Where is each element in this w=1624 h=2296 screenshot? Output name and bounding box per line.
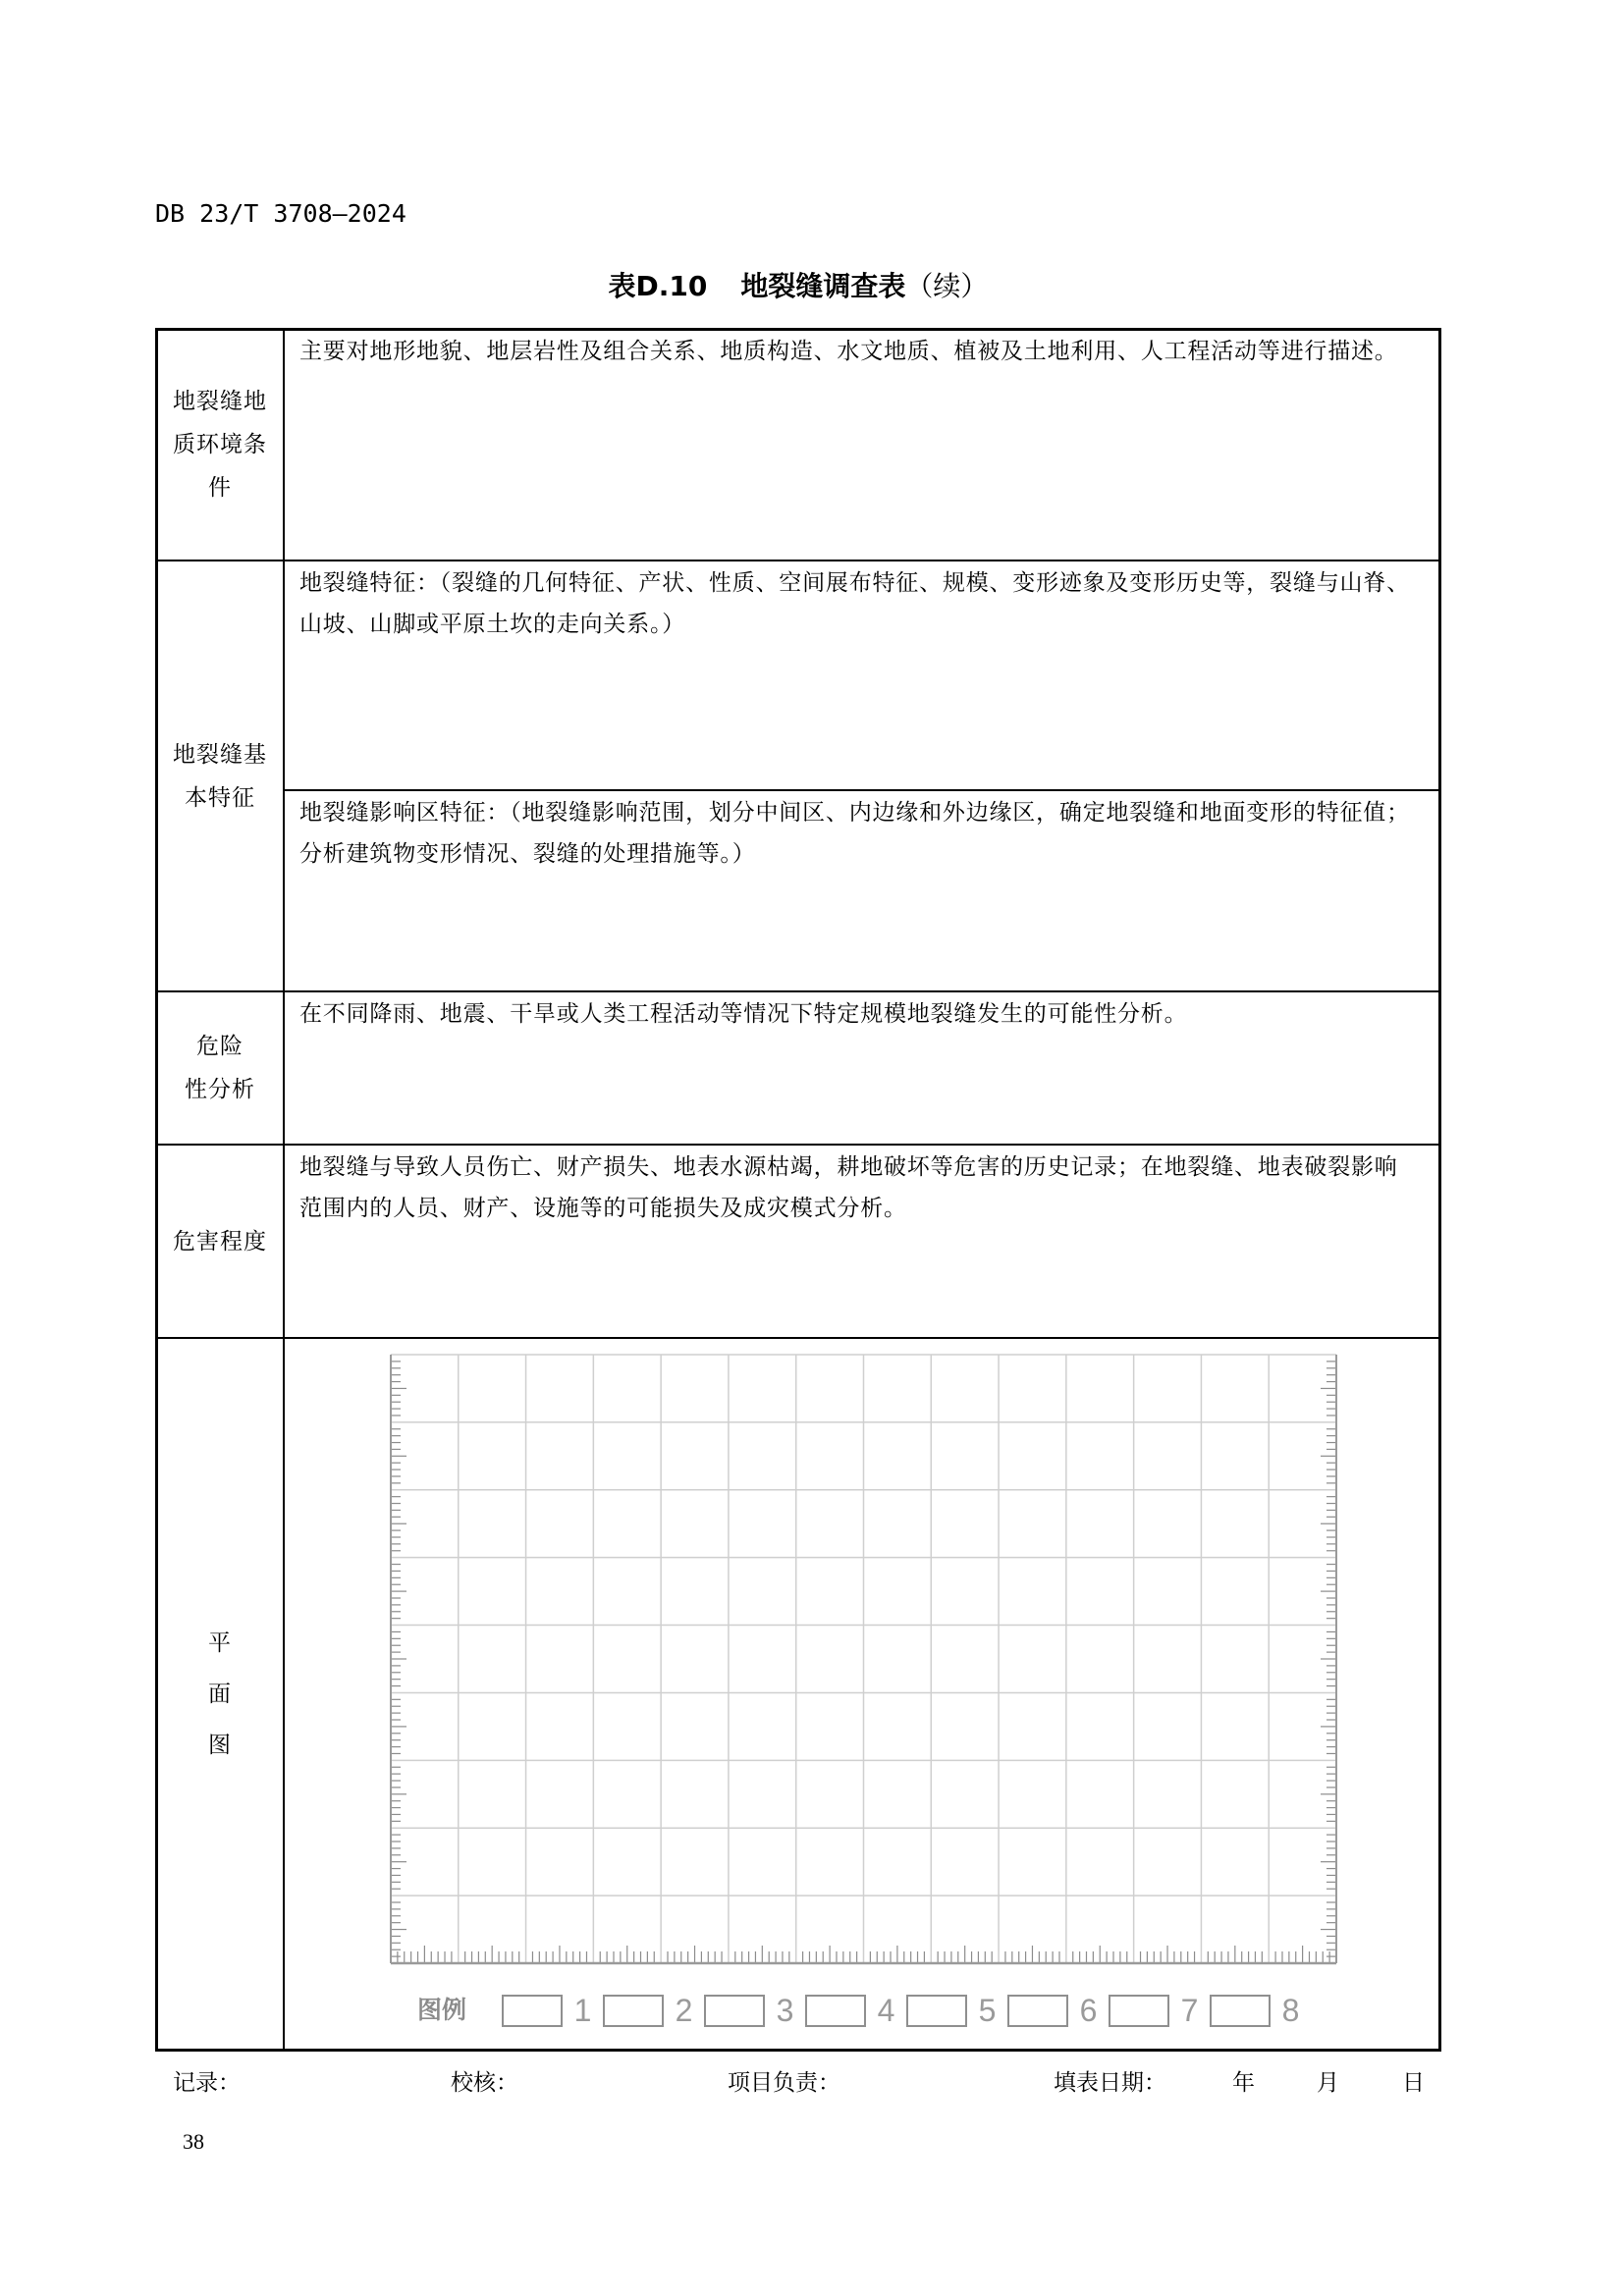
row-label-line: 性分析 <box>185 1077 255 1102</box>
label-cell-risk-analysis <box>155 990 285 1146</box>
label-cell-plan-view <box>155 1337 285 2052</box>
content-line: 地裂缝与导致人员伤亡、财产损失、地表水源枯竭，耕地破坏等危害的历史记录；在地裂缝、地表破裂影响 <box>299 1154 1398 1180</box>
legend-swatch-box <box>906 1995 967 2027</box>
content-cell-impact-zone <box>283 789 1441 992</box>
content-cell-geologic-environment <box>283 328 1441 561</box>
table-title <box>155 265 1441 304</box>
row-label-line: 面 <box>208 1682 232 1707</box>
row-label-line: 地裂缝基 <box>173 741 267 768</box>
legend-swatch-box <box>1007 1995 1068 2027</box>
legend-item <box>704 1993 805 2028</box>
legend-number: 8 <box>1281 1993 1300 2028</box>
content-line: 山坡、山脚或平原土坎的走向关系。） <box>299 612 686 637</box>
legend-label: 图例 <box>417 1996 467 2024</box>
row-label-line: 地裂缝地 <box>173 389 267 414</box>
footer-recorder-label: 记录： <box>173 2070 241 2096</box>
content-line: 范围内的人员、财产、设施等的可能损失及成灾模式分析。 <box>299 1196 907 1221</box>
plan-view-grid <box>391 1355 1336 1963</box>
legend-number: 6 <box>1079 1993 1098 2028</box>
content-line: 在不同降雨、地震、干旱或人类工程活动等情况下特定规模地裂缝发生的可能性分析。 <box>299 1001 1188 1027</box>
row-label <box>208 1618 232 1771</box>
footer-day-label: 日 <box>1402 2070 1425 2096</box>
legend-number: 3 <box>776 1993 794 2028</box>
row-label-line: 件 <box>208 475 232 501</box>
row-label-line: 危险 <box>196 1034 244 1059</box>
legend-number: 4 <box>877 1993 895 2028</box>
table-number: 表D.10 <box>608 270 708 302</box>
legend-item <box>805 1993 906 2028</box>
legend-swatch-box <box>502 1995 563 2027</box>
content-line: 分析建筑物变形情况、裂缝的处理措施等。） <box>299 841 756 867</box>
label-cell-geologic-environment <box>155 328 285 561</box>
legend-item <box>1007 1993 1109 2028</box>
row-label-line: 质环境条 <box>173 432 267 457</box>
standard-number: DB 23/T 3708—2024 <box>155 199 406 228</box>
legend-number: 1 <box>573 1993 592 2028</box>
row-label <box>173 733 267 820</box>
legend-swatch-box <box>704 1995 765 2027</box>
row-label <box>173 1220 267 1263</box>
legend-item <box>1109 1993 1210 2028</box>
label-cell-hazard-degree <box>155 1144 285 1339</box>
row-label <box>173 380 267 509</box>
content-line: 主要对地形地貌、地层岩性及组合关系、地质构造、水文地质、植被及土地利用、人工程活动等进行描述。 <box>299 339 1398 364</box>
row-label-line: 图 <box>208 1733 232 1758</box>
legend-number: 2 <box>675 1993 693 2028</box>
legend-swatch-box <box>1210 1995 1271 2027</box>
legend-swatch-box <box>603 1995 664 2027</box>
table-continued-mark: （续） <box>905 270 989 302</box>
label-cell-basic-features <box>155 560 285 992</box>
row-label <box>185 1025 255 1111</box>
content-line: 地裂缝特征：（裂缝的几何特征、产状、性质、空间展布特征、规模、变形迹象及变形历史等，裂缝与山脊、 <box>299 570 1410 596</box>
legend-item <box>906 1993 1007 2028</box>
plan-legend <box>417 1993 1311 2028</box>
legend-number: 5 <box>978 1993 997 2028</box>
footer-month-label: 月 <box>1317 2070 1339 2096</box>
legend-number: 7 <box>1180 1993 1199 2028</box>
content-line: 地裂缝影响区特征：（地裂缝影响范围，划分中间区、内边缘和外边缘区，确定地裂缝和地面变形的特征值； <box>299 800 1410 826</box>
grid-lines <box>391 1355 1336 1963</box>
row-label-line: 危害程度 <box>173 1228 267 1255</box>
table-name: 地裂缝调查表 <box>740 270 906 302</box>
content-cell-risk-analysis <box>283 990 1441 1146</box>
footer-fill-date-label: 填表日期： <box>1054 2070 1166 2096</box>
legend-swatch-box <box>805 1995 866 2027</box>
footer-year-label: 年 <box>1232 2070 1255 2096</box>
content-cell-crack-features <box>283 560 1441 791</box>
page-number: 38 <box>183 2129 204 2154</box>
content-cell-hazard-degree <box>283 1144 1441 1339</box>
footer-project-lead-label: 项目负责： <box>728 2070 840 2096</box>
footer-checker-label: 校核： <box>451 2070 518 2096</box>
legend-item <box>603 1993 704 2028</box>
legend-item <box>502 1993 603 2028</box>
row-label-line: 平 <box>208 1630 232 1656</box>
row-label-line: 本特征 <box>185 784 255 811</box>
legend-swatch-box <box>1109 1995 1169 2027</box>
legend-item <box>1210 1993 1311 2028</box>
